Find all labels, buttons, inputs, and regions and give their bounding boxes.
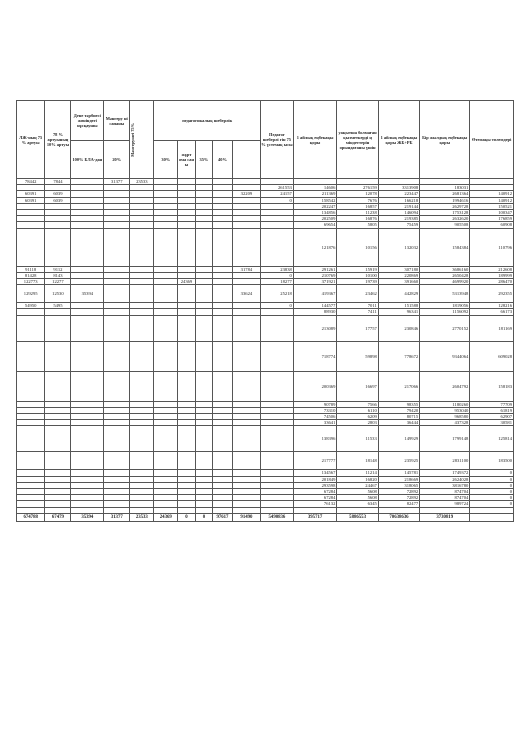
table-cell: 12277 xyxy=(45,279,71,285)
table-cell: 140912 xyxy=(470,197,514,203)
header-mastery-count: жұрт ома сан ы xyxy=(178,141,195,179)
table-cell: 11214 xyxy=(337,470,378,476)
table-cell: 2604792 xyxy=(420,371,470,401)
total-cell: 674788 xyxy=(17,513,45,521)
table-cell: 144577 xyxy=(293,303,337,309)
table-cell: 15919 xyxy=(337,266,378,272)
table-cell: 2624028 xyxy=(420,476,470,482)
header-col13: 1 айлық еңбекақы қоры ЖБ+РБ xyxy=(378,101,419,179)
table-cell xyxy=(154,315,178,341)
table-cell: 24157 xyxy=(261,191,294,197)
table-cell: 200369 xyxy=(293,371,337,401)
header-col2: 78 % артуының 10% артуы xyxy=(45,101,71,179)
table-cell xyxy=(154,228,178,266)
total-cell: 70638636 xyxy=(378,513,419,521)
table-cell: 17757 xyxy=(337,315,378,341)
table-cell xyxy=(71,371,104,401)
table-cell xyxy=(104,371,130,401)
table-cell: 73310 xyxy=(293,407,337,413)
table-cell xyxy=(17,315,45,341)
table-cell: 437328 xyxy=(420,420,470,426)
table-cell: 176859 xyxy=(470,216,514,222)
table-cell: 78442 xyxy=(17,179,45,185)
table-cell: 36444 xyxy=(378,420,419,426)
total-cell: 0 xyxy=(178,513,195,521)
table-cell: 150521 xyxy=(470,203,514,209)
table-row xyxy=(17,371,514,401)
table-cell: 391660 xyxy=(378,279,419,285)
table-cell: 69654 xyxy=(293,222,337,228)
table-cell xyxy=(232,426,260,452)
table-cell: 7844 xyxy=(45,179,71,185)
table-row xyxy=(17,285,514,303)
table-cell xyxy=(71,426,104,452)
table-row xyxy=(17,426,514,452)
table-cell xyxy=(17,452,45,470)
total-cell: 5886553 xyxy=(337,513,378,521)
table-cell: 223447 xyxy=(378,191,419,197)
table-cell: 16876 xyxy=(337,216,378,222)
table-cell: 1994616 xyxy=(420,197,470,203)
table-cell: 371921 xyxy=(293,279,337,285)
table-cell: 0 xyxy=(470,476,514,482)
header-mastery-40: 40% xyxy=(213,141,233,179)
table-cell: 1584384 xyxy=(420,228,470,266)
table-cell: 128216 xyxy=(470,303,514,309)
table-cell: 2803 xyxy=(337,420,378,426)
table-cell: 6110 xyxy=(337,407,378,413)
table-cell: 82477 xyxy=(378,501,419,507)
header-col12: уақытша болмаған қызметкерді ң міндеттерін орындағаны үшін xyxy=(337,101,378,179)
table-cell xyxy=(232,371,260,401)
table-cell: 778672 xyxy=(378,341,419,371)
table-cell: 23838 xyxy=(261,266,294,272)
table-cell xyxy=(178,315,195,341)
salary-table xyxy=(16,100,514,522)
table-cell: 72892 xyxy=(378,495,419,501)
table-cell: 30581 xyxy=(470,420,514,426)
table-cell: 1799148 xyxy=(420,426,470,452)
table-cell: 953040 xyxy=(420,407,470,413)
table-cell xyxy=(195,315,212,341)
header-mastery-extra xyxy=(232,141,260,179)
table-cell xyxy=(261,452,294,470)
table-cell xyxy=(17,228,45,266)
header-col4-sub: 20% xyxy=(104,141,130,179)
table-cell: 100347 xyxy=(470,210,514,216)
table-cell: 968580 xyxy=(420,414,470,420)
table-cell xyxy=(71,315,104,341)
table-cell: 23533 xyxy=(130,179,154,185)
total-cell: 35394 xyxy=(71,513,104,521)
table-cell xyxy=(130,371,154,401)
table-cell: 292355 xyxy=(470,285,514,303)
table-cell xyxy=(104,228,130,266)
table-cell: 291261 xyxy=(293,266,337,272)
table-cell: 442829 xyxy=(378,285,419,303)
table-cell: 0 xyxy=(470,489,514,495)
table-cell: 0 xyxy=(470,470,514,476)
table-cell: 0 xyxy=(261,197,294,203)
table-cell: 2650428 xyxy=(420,272,470,278)
table-cell: 158183 xyxy=(470,371,514,401)
table-cell: 62907 xyxy=(470,414,514,420)
table-cell: 16820 xyxy=(337,476,378,482)
table-cell: 9112 xyxy=(45,266,71,272)
table-cell: 138396 xyxy=(293,426,337,452)
table-cell xyxy=(261,315,294,341)
table-cell: 5313948 xyxy=(420,285,470,303)
table-cell: 181169 xyxy=(470,315,514,341)
table-cell: 2629728 xyxy=(420,203,470,209)
table-cell xyxy=(45,341,71,371)
table-cell xyxy=(178,371,195,401)
table-cell: 61819 xyxy=(470,407,514,413)
table-cell xyxy=(130,426,154,452)
table-cell xyxy=(261,371,294,401)
total-cell: 67479 xyxy=(45,513,71,521)
table-cell xyxy=(154,452,178,470)
table-cell xyxy=(213,315,233,341)
table-cell: 718774 xyxy=(293,341,337,371)
table-cell xyxy=(104,315,130,341)
table-cell: 12530 xyxy=(45,285,71,303)
table-cell: 6039 xyxy=(45,191,71,197)
table-cell xyxy=(213,285,233,303)
total-cell: 31377 xyxy=(104,513,130,521)
table-cell: 219385 xyxy=(378,216,419,222)
table-cell xyxy=(261,426,294,452)
table-cell: 134567 xyxy=(293,470,337,476)
total-cell: 395717 xyxy=(293,513,337,521)
table-cell: 18277 xyxy=(261,279,294,285)
table-cell: 12078 xyxy=(337,191,378,197)
table-cell: 75459 xyxy=(378,222,419,228)
salary-table-sheet xyxy=(16,100,514,522)
table-cell: 145781 xyxy=(378,470,419,476)
table-cell: 6209 xyxy=(337,414,378,420)
table-cell xyxy=(178,452,195,470)
table-cell xyxy=(213,426,233,452)
table-cell: 2632620 xyxy=(420,216,470,222)
table-cell: 5608 xyxy=(337,489,378,495)
table-cell xyxy=(195,228,212,266)
table-cell xyxy=(45,315,71,341)
total-cell: 5490836 xyxy=(261,513,294,521)
header-col1: ЛЖ-ның 75 % артуы xyxy=(17,101,45,179)
header-mastery-30: 30% xyxy=(154,141,178,179)
table-cell: 0 xyxy=(470,495,514,501)
table-cell: 10156 xyxy=(337,228,378,266)
table-cell: 183031 xyxy=(420,185,470,191)
table-cell xyxy=(45,228,71,266)
total-cell: 23533 xyxy=(130,513,154,521)
table-cell xyxy=(71,341,104,371)
table-cell: 0 xyxy=(470,501,514,507)
table-row xyxy=(17,228,514,266)
table-cell: 146094 xyxy=(378,210,419,216)
table-cell: 6039 xyxy=(45,197,71,203)
table-cell xyxy=(45,452,71,470)
table-cell: 212608 xyxy=(470,266,514,272)
table-row xyxy=(17,315,514,341)
table-cell xyxy=(71,228,104,266)
table-cell xyxy=(45,371,71,401)
table-cell: 9344064 xyxy=(420,341,470,371)
header-mastery-group: педагогикалық шеберлік xyxy=(154,101,261,141)
table-cell xyxy=(261,341,294,371)
table-cell: 2770152 xyxy=(420,315,470,341)
table-cell: 59898 xyxy=(337,341,378,371)
table-cell: 129295 xyxy=(17,285,45,303)
table-cell xyxy=(178,285,195,303)
table-cell: 202509 xyxy=(293,216,337,222)
table-cell: 23462 xyxy=(337,285,378,303)
table-cell xyxy=(178,228,195,266)
table-cell: 0 xyxy=(470,482,514,488)
table-cell: 88930 xyxy=(293,309,337,315)
table-cell: 67284 xyxy=(293,489,337,495)
table-cell: 67284 xyxy=(293,495,337,501)
table-cell: 79420 xyxy=(378,407,419,413)
table-cell xyxy=(130,228,154,266)
table-cell: 874704 xyxy=(420,495,470,501)
table-cell: 874704 xyxy=(420,489,470,495)
table-cell: 286470 xyxy=(470,279,514,285)
table-cell xyxy=(130,315,154,341)
table-cell: 158542 xyxy=(293,197,337,203)
table-cell xyxy=(17,371,45,401)
table-cell: 76132 xyxy=(293,501,337,507)
table-cell: 11238 xyxy=(337,210,378,216)
table-cell xyxy=(213,228,233,266)
table-cell: 307180 xyxy=(378,266,419,272)
table-cell xyxy=(213,452,233,470)
table-cell: 81428 xyxy=(17,272,45,278)
table-cell: 16697 xyxy=(337,371,378,401)
table-cell: 261553 xyxy=(261,185,294,191)
table-cell: 7411 xyxy=(337,309,378,315)
table-cell: 134856 xyxy=(293,210,337,216)
table-cell xyxy=(232,315,260,341)
table-cell xyxy=(104,452,130,470)
table-cell: 140912 xyxy=(470,191,514,197)
header-col11: 1 айлық еңбекақы қоры xyxy=(293,101,337,179)
table-cell: 3686160 xyxy=(420,266,470,272)
table-cell xyxy=(17,426,45,452)
table-cell: 2831100 xyxy=(420,452,470,470)
table-cell: 3816780 xyxy=(420,482,470,488)
table-cell xyxy=(104,285,130,303)
table-cell xyxy=(130,341,154,371)
table-cell: 211369 xyxy=(293,191,337,197)
table-cell: 1749372 xyxy=(420,470,470,476)
table-cell xyxy=(130,285,154,303)
table-cell xyxy=(17,341,45,371)
table-cell xyxy=(232,452,260,470)
table-cell: 1753128 xyxy=(420,210,470,216)
table-cell: 201849 xyxy=(293,476,337,482)
table-cell: 210769 xyxy=(293,272,337,278)
table-cell xyxy=(154,426,178,452)
table-cell: 220869 xyxy=(378,272,419,278)
header-col3-sub: 100% БЛА-дан xyxy=(71,141,104,179)
table-cell: 7011 xyxy=(337,303,378,309)
table-cell xyxy=(130,452,154,470)
table-cell: 8143 xyxy=(45,272,71,278)
header-col15: Өтемақы төлемдері xyxy=(470,101,514,179)
table-cell: 419367 xyxy=(293,285,337,303)
table-cell xyxy=(154,341,178,371)
table-cell: 72892 xyxy=(378,489,419,495)
table-cell: 16857 xyxy=(337,203,378,209)
table-cell: 10100 xyxy=(337,272,378,278)
table-cell: 33624 xyxy=(232,285,260,303)
table-cell: 1180260 xyxy=(420,401,470,407)
table-cell xyxy=(154,285,178,303)
table-cell xyxy=(45,426,71,452)
table-cell: 32209 xyxy=(232,191,260,197)
table-cell: 14606 xyxy=(293,185,337,191)
table-cell: 90789 xyxy=(293,401,337,407)
table-cell: 74506 xyxy=(293,414,337,420)
table-cell: 11533 xyxy=(337,426,378,452)
table-cell xyxy=(104,426,130,452)
table-cell: 1156092 xyxy=(420,309,470,315)
table-cell: 25218 xyxy=(261,285,294,303)
table-cell: 276159 xyxy=(337,185,378,191)
table-cell: 609028 xyxy=(470,341,514,371)
table-cell: 230846 xyxy=(378,315,419,341)
table-cell: 91118 xyxy=(17,266,45,272)
total-cell xyxy=(470,513,514,521)
table-cell: 217777 xyxy=(293,452,337,470)
table-row xyxy=(17,452,514,470)
table-cell: 5495 xyxy=(45,303,71,309)
table-cell xyxy=(232,341,260,371)
header-mastery-35: 35% xyxy=(195,141,212,179)
table-cell: 7676 xyxy=(337,197,378,203)
table-cell: 96341 xyxy=(378,309,419,315)
table-cell: 235925 xyxy=(378,452,419,470)
table-cell: 24369 xyxy=(178,279,195,285)
table-cell xyxy=(154,371,178,401)
table-cell: 905508 xyxy=(420,222,470,228)
table-cell: 4699920 xyxy=(420,279,470,285)
header-col5: Мәнгерушеі 75% xyxy=(130,101,154,179)
header-col14: Бір жылдық еңбекақы қоры xyxy=(420,101,470,179)
table-cell: 219144 xyxy=(378,203,419,209)
total-cell: 24369 xyxy=(154,513,178,521)
table-cell: 98355 xyxy=(378,401,419,407)
table-cell xyxy=(195,426,212,452)
table-cell: 6345 xyxy=(337,501,378,507)
table-cell: 125814 xyxy=(470,426,514,452)
table-cell: 318065 xyxy=(378,482,419,488)
table-cell xyxy=(195,371,212,401)
table-row xyxy=(17,341,514,371)
table-cell: 166218 xyxy=(378,197,419,203)
table-cell: 217066 xyxy=(378,371,419,401)
total-cell: 97617 xyxy=(213,513,233,521)
table-cell: 80715 xyxy=(378,414,419,420)
table-cell: 3313908 xyxy=(378,185,419,191)
table-cell: 60391 xyxy=(17,191,45,197)
table-cell: 121876 xyxy=(293,228,337,266)
table-cell: 202247 xyxy=(293,203,337,209)
table-cell: 0 xyxy=(261,303,294,309)
table-cell xyxy=(213,371,233,401)
table-cell: 18148 xyxy=(337,452,378,470)
totals-row xyxy=(17,513,514,521)
table-cell: 2681364 xyxy=(420,191,470,197)
header-col10: Педагог шеберлі гін 75 % үстемақ ысы xyxy=(261,101,294,179)
table-cell: 1819056 xyxy=(420,303,470,309)
table-cell: 60391 xyxy=(17,197,45,203)
table-cell: 151588 xyxy=(378,303,419,309)
table-cell xyxy=(261,228,294,266)
table-cell xyxy=(232,228,260,266)
table-cell: 7566 xyxy=(337,401,378,407)
table-cell xyxy=(195,341,212,371)
table-cell: 110796 xyxy=(470,228,514,266)
table-cell: 989724 xyxy=(420,501,470,507)
table-cell: 19739 xyxy=(337,279,378,285)
table-cell: 293598 xyxy=(293,482,337,488)
table-cell: 122773 xyxy=(17,279,45,285)
total-cell: 3730819 xyxy=(420,513,470,521)
table-cell: 33641 xyxy=(293,420,337,426)
table-cell: 0 xyxy=(261,272,294,278)
table-cell: 60908 xyxy=(470,222,514,228)
table-cell: 183500 xyxy=(470,452,514,470)
table-cell: 66173 xyxy=(470,309,514,315)
table-cell xyxy=(195,285,212,303)
table-cell: 5805 xyxy=(337,222,378,228)
table-cell xyxy=(178,341,195,371)
header-col4: Мәнгеру ні сапаны xyxy=(104,101,130,141)
table-cell: 149929 xyxy=(378,426,419,452)
table-cell xyxy=(178,426,195,452)
table-cell xyxy=(213,341,233,371)
table-cell: 132032 xyxy=(378,228,419,266)
table-cell: 24467 xyxy=(337,482,378,488)
table-cell: 189999 xyxy=(470,272,514,278)
total-cell: 91490 xyxy=(232,513,260,521)
table-cell xyxy=(195,452,212,470)
table-cell: 218669 xyxy=(378,476,419,482)
total-cell: 0 xyxy=(195,513,212,521)
table-cell xyxy=(104,341,130,371)
header-col3: Дене тәрбиесі жөніндегі нұсқаушы xyxy=(71,101,104,141)
table-cell: 213089 xyxy=(293,315,337,341)
table-cell xyxy=(71,452,104,470)
table-cell: 5608 xyxy=(337,495,378,501)
table-cell: 35394 xyxy=(71,285,104,303)
table-cell: 31377 xyxy=(104,179,130,185)
table-cell: 77709 xyxy=(470,401,514,407)
table-cell: 31784 xyxy=(232,266,260,272)
table-cell: 54950 xyxy=(17,303,45,309)
table-body xyxy=(17,179,514,514)
